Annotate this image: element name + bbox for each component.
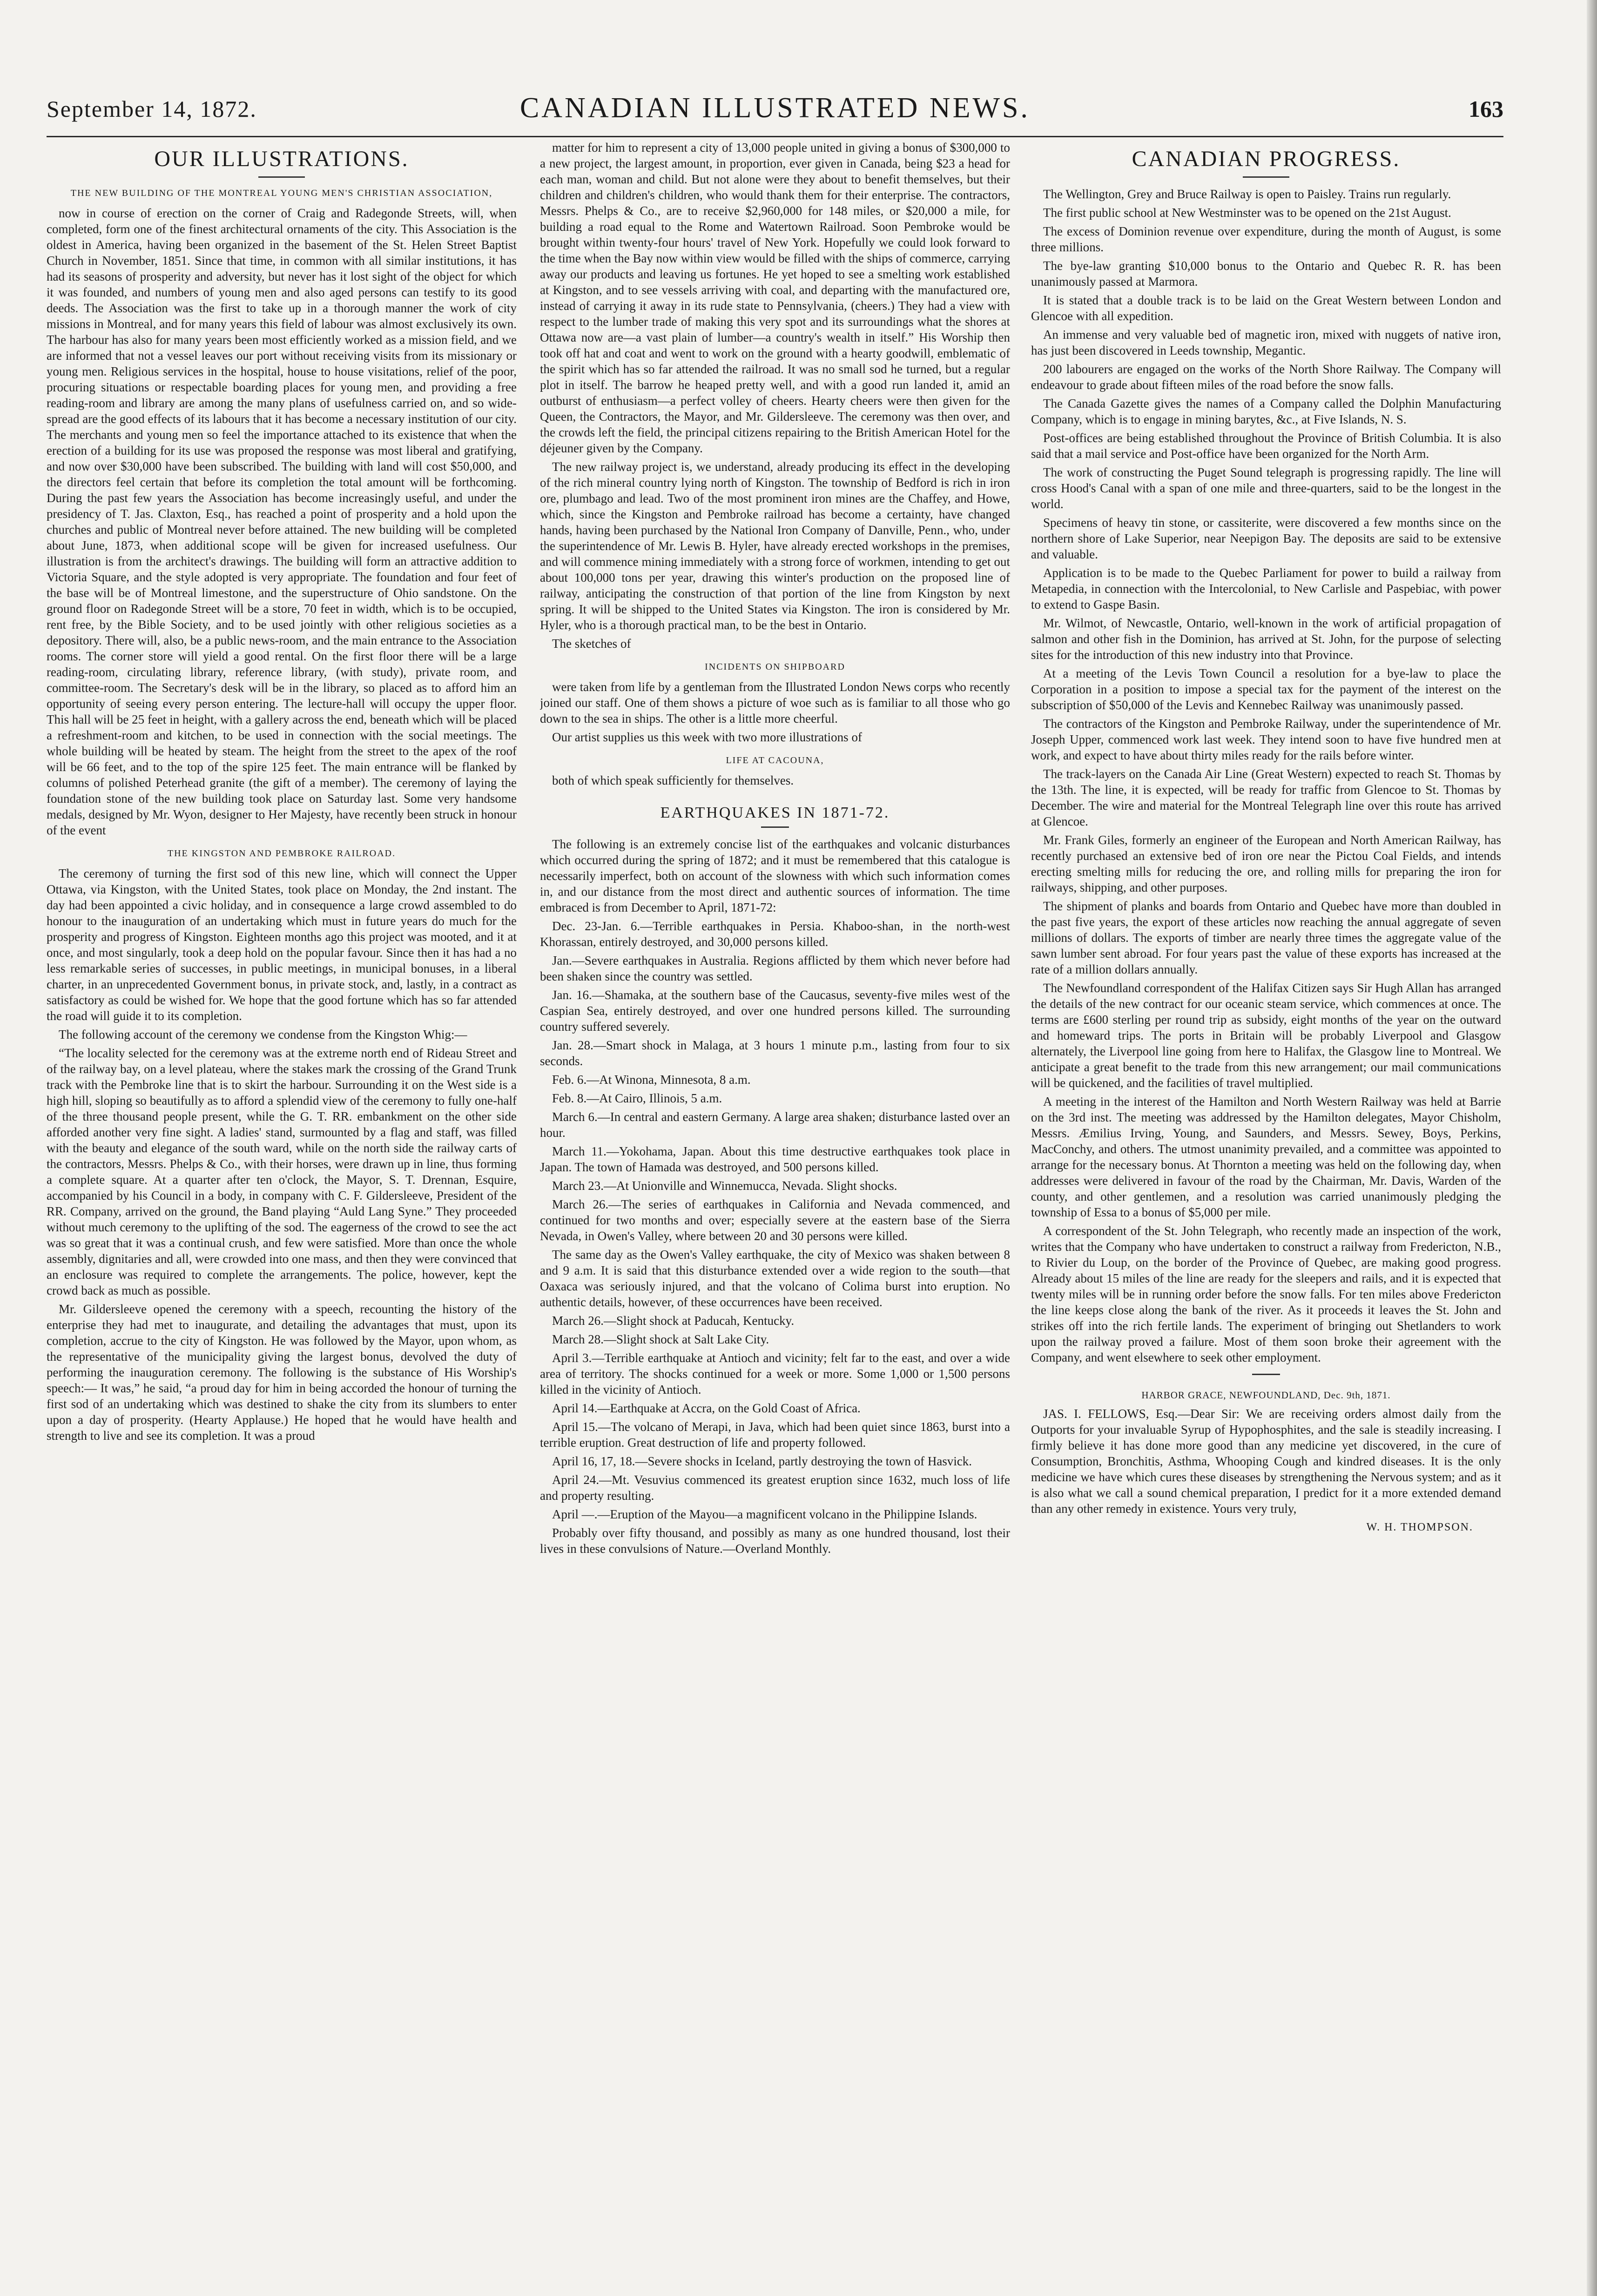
paragraph: The following is an extremely concise list of the earthquakes and volcanic disturbances which occurred during the spring of 1872; and it must be remembered that this catalogue is necessarily imperfect, both on account of the slowness with which such information comes in, and our distance from the most direct and authentic sources of information. The time embraced is from December to April, 1871-72: (540, 837, 1010, 914)
paragraph: A meeting in the interest of the Hamilton and North Western Railway was held at Barrie on the 3rd inst. The meeting was addressed by the Hamilton delegates, Mayor Chisholm, Messrs. Æmilius Irving, Young, and Saunders, and Messrs. Sewey, Boys, Perkins, MacConchy, and others. The utmost unanimity prevailed, and a committee was appointed to arrange for the necessary bonus. At Thornton a meeting was held on the following day, when addresses were delivered in favour of the road by the Chairman, Mr. Davis, Warden of the county, and other gentlemen, and a resolution was carried unanimously pledging the township of Essa to a bonus of $5,000 per mile. (1031, 1094, 1501, 1219)
paragraph: Mr. Wilmot, of Newcastle, Ontario, well-known in the work of artificial propagation of salmon and other fish in the Dominion, has arrived at St. John, for the purpose of selecting sites for the introduction of this new industry into that Province. (1031, 616, 1501, 662)
paragraph: April 24.—Mt. Vesuvius commenced its greatest eruption since 1632, much loss of life and property resulting. (540, 1473, 1010, 1503)
ymca-article (47, 205, 517, 838)
page-number: 163 (1469, 96, 1503, 122)
paragraph: The bye-law granting $10,000 bonus to the Ontario and Quebec R. R. has been unanimously passed at Marmora. (1031, 259, 1501, 289)
letter-dateline: HARBOR GRACE, NEWFOUNDLAND, Dec. 9th, 1871. (1141, 1390, 1391, 1401)
header-rule (47, 136, 1503, 137)
paragraph: April 15.—The volcano of Merapi, in Java, which had been quiet since 1863, burst into a terrible eruption. Great destruction of life and property followed. (540, 1420, 1010, 1450)
page-header (47, 92, 1503, 133)
railroad-subheading: THE KINGSTON AND PEMBROKE RAILROAD. (167, 848, 396, 859)
paragraph: Specimens of heavy tin stone, or cassiterite, were discovered a few months since on the northern shore of Lake Superior, near Neepigon Bay. The deposits are said to be extensive and valuable. (1031, 516, 1501, 561)
paragraph: Jan.—Severe earthquakes in Australia. Regions afflicted by them which never before had been shaken since the country was settled. (540, 953, 1010, 983)
paragraph: March 28.—Slight shock at Salt Lake City. (552, 1332, 769, 1346)
paragraph: The Wellington, Grey and Bruce Railway is open to Paisley. Trains run regularly. (1043, 187, 1451, 201)
paragraph: Mr. Frank Giles, formerly an engineer of the European and North American Railway, has recently purchased an extensive bed of iron ore near the Pictou Coal Fields, and intends erecting smelting mills for reducing the ore, and rolling mills for preparing the iron for railways, shipping, and other purposes. (1031, 833, 1501, 894)
paragraph: The work of constructing the Puget Sound telegraph is progressing rapidly. The line will cross Hood's Canal with a span of one mile and three-quarters, said to be the longest in the world. (1031, 465, 1501, 511)
masthead-title: CANADIAN ILLUSTRATED NEWS. (519, 92, 1031, 124)
paragraph: Dec. 23-Jan. 6.—Terrible earthquakes in Persia. Khaboo-shan, in the north-west Khorassan, entirely destroyed, and 30,000 persons killed. (540, 919, 1010, 949)
paragraph: The shipment of planks and boards from Ontario and Quebec have more than doubled in the past five years, the export of these articles now reaching the annual aggregate of seven millions of dollars. The exports of timber are nearly three times the aggregate value of the sawn lumber sent abroad. For four years past the value of these exports has increased at the rate of a million dollars annually. (1031, 899, 1501, 976)
letter-body: JAS. I. FELLOWS, Esq.—Dear Sir: We are receiving orders almost daily from the Outports for your invaluable Syrup of Hypophosphites, and the sale is steadily increasing. I firmly believe it has done more good than any medicine yet discovered, in the cure of Consumption, Bronchitis, Asthma, Whooping Cough and kindred diseases. It is the only medicine we have which cures these diseases by strengthening the Nervous system; and as it is also what we call a sound chemical preparation, I predict for it a more extended demand than any other remedy in existence. Yours very truly, (1031, 1407, 1501, 1516)
paragraph: It is stated that a double track is to be laid on the Great Western between London and Glencoe with all expedition. (1031, 293, 1501, 323)
paragraph: The new railway project is, we understand, already producing its effect in the developing of the rich mineral country lying north of Kingston. The township of Bedford is rich in iron ore, plumbago and lead. Two of the most prominent iron mines are the Chaffey, and Howe, which, since the Kingston and Pembroke railroad has become a certainty, have changed hands, having been purchased by the National Iron Company of Danville, Penn., who, under the superintendence of Mr. Lewis B. Hyler, have already erected workshops in the premises, and will commence mining immediately with a strong force of workmen, intending to get out about 100,000 tons per year, drawing this winter's production on the proposed line of railway, anticipating the construction of that portion of the line from Kingston by next spring. It will be shipped to the United States via Kingston. The iron is considered by Mr. Hyler, who is a thorough practical man, to be the best in Ontario. (540, 460, 1010, 632)
paragraph: were taken from life by a gentleman from the Illustrated London News corps who recently joined our staff. One of them shows a picture of woe such as is familiar to all those who go down to the sea in ships. The other is a little more cheerful. (540, 680, 1010, 725)
issue-date: September 14, 1872. (47, 96, 257, 122)
heading-rule (1243, 176, 1289, 178)
paragraph: March 6.—In central and eastern Germany. A large area shaken; disturbance lasted over an hour. (540, 1110, 1010, 1140)
cacouna-subheading: LIFE AT CACOUNA, (726, 755, 824, 765)
paragraph: Post-offices are being established throughout the Province of British Columbia. It is also said that a mail service and Post-office have been organized for the North Arm. (1031, 431, 1501, 461)
paragraph: April 14.—Earthquake at Accra, on the Gold Coast of Africa. (552, 1401, 861, 1415)
paragraph: April 16, 17, 18.—Severe shocks in Iceland, partly destroying the town of Hasvick. (552, 1454, 972, 1468)
paragraph: Mr. Gildersleeve opened the ceremony with a speech, recounting the history of the enterprise they had met to inaugurate, and detailing the advantages that must, upon its completion, accrue to the city of Kingston. He was followed by the Mayor, upon whom, as the representative of the municipality giving the largest bonus, devolved the duty of performing the inauguration ceremony. The following is the substance of His Worship's speech:— It was,” he said, “a proud day for him in being accorded the honour of turning the first sod of an undertaking which was destined to shake the city from its slumbers to enter upon a day of prosperity. (Hearty Applause.) He hoped that he would have health and strength to live and see its completion. It was a proud (47, 1302, 517, 1443)
column-3 (1031, 140, 1501, 2262)
paragraph: The Newfoundland correspondent of the Halifax Citizen says Sir Hugh Allan has arranged the details of the new contract for our oceanic steam service, which commences at once. The terms are £600 sterling per round trip as subsidy, eight months of the year on the outward and homeward trips. The ports in Britain will be probably Liverpool and Glasgow alternately, the Liverpool line going from here to Halifax, the Glasgow line to Montreal. We anticipate a great benefit to the trade from this new arrangement; our mail communications will be quickened, and the facilities of travel multiplied. (1031, 981, 1501, 1090)
paragraph: The same day as the Owen's Valley earthquake, the city of Mexico was shaken between 8 and 9 a.m. It is said that this disturbance extended over a wide region to the south—that Oaxaca was seriously injured, and that the volcano of Colima burst into eruption. No authentic details, however, of these occurrences have been received. (540, 1248, 1010, 1309)
paragraph: March 26.—Slight shock at Paducah, Kentucky. (552, 1314, 795, 1328)
paragraph: Feb. 6.—At Winona, Minnesota, 8 a.m. (552, 1073, 751, 1087)
divider-rule (1252, 1374, 1280, 1375)
paragraph: The first public school at New Westminster was to be opened on the 21st August. (1043, 206, 1451, 220)
paragraph: The sketches of (552, 637, 631, 651)
paragraph: March 23.—At Unionville and Winnemucca, Nevada. Slight shocks. (552, 1179, 897, 1193)
our-illustrations-heading: OUR ILLUSTRATIONS. (154, 147, 409, 171)
paragraph: March 26.—The series of earthquakes in California and Nevada commenced, and continued for two months and over; especially severe at the eastern base of the Sierra Nevada, in Owen's Valley, where between 20 and 30 persons were killed. (540, 1197, 1010, 1243)
paragraph: Feb. 8.—At Cairo, Illinois, 5 a.m. (552, 1091, 722, 1105)
paragraph: Jan. 28.—Smart shock in Malaga, at 3 hours 1 minute p.m., lasting from four to six seconds. (540, 1038, 1010, 1068)
ymca-subheading: THE NEW BUILDING OF THE MONTREAL YOUNG MEN'S CHRISTIAN ASSOCIATION, (70, 188, 493, 198)
paragraph: 200 labourers are engaged on the works of the North Shore Railway. The Company will endeavour to grade about fifteen miles of the road before the snow falls. (1031, 362, 1501, 392)
earthquakes-heading: EARTHQUAKES IN 1871-72. (660, 804, 890, 821)
letter-signature: W. H. THOMPSON. (1366, 1521, 1473, 1533)
paragraph: both of which speak sufficiently for themselves. (552, 773, 794, 787)
paragraph: Jan. 16.—Shamaka, at the southern base of the Caucasus, seventy-five miles west of the Caspian Sea, entirely destroyed, and over one hundred persons killed. The surrounding country suffered severely. (540, 988, 1010, 1034)
paragraph: The following account of the ceremony we condense from the Kingston Whig:— (59, 1027, 467, 1041)
scan-edge-shadow (1587, 0, 1597, 2296)
paragraph: now in course of erection on the corner of Craig and Radegonde Streets, will, when completed, form one of the finest architectural ornaments of the city. This Association is the oldest in America, having been organized in the basement of the St. Helen Street Baptist Church in November, 1851. Since that time, in common with all similar institutions, it has had its seasons of prosperity and adversity, but never has it lost sight of the object for which it was founded, and numbers of young men and also aged persons can testify to its good deeds. The Association was the first to take up in a thorough manner the work of city missions in Montreal, and for many years this field of labour was almost exclusively its own. The harbour has also for many years been most efficiently worked as a mission field, and we are informed that not a vessel leaves our port without receiving visits from its missionary or young men. Religious services in the hospital, house to house visitations, relief of the poor, procuring situations or respectable boarding places for young men, and providing a free reading-room and library are among the many plans of usefulness carried on, and so wide-spread are the good effects of its labours that it has become a necessary institution of our city. The merchants and young men so feel the importance attached to its existence that when the erection of a building for its use was proposed the response was most liberal and gratifying, and now over $30,000 have been subscribed. The building with land will cost $50,000, and the directors feel certain that before its completion the total amount will be forthcoming. During the past few years the Association has become increasingly useful, and under the presidency of T. Jas. Claxton, Esq., has reached a point of prosperity and a hold upon the churches and public of Montreal never before attained. The new building will be completed about June, 1873, when additional scope will be given for increased usefulness. Our illustration is from the architect's drawings. The building will form an attractive addition to Victoria Square, and the style adopted is very appropriate. The foundation and four feet of the base will be of Montreal limestone, and the superstructure of Ohio sandstone. On the ground floor on Radegonde Street will be a store, 70 feet in width, which is to be occupied, rent free, by the Bible Society, and to be used jointly with other religious societies as a depository. There will, also, be a public news-room, and the main entrance to the Association rooms. The corner store will yield a good rental. On the first floor there will be a large reading-room, circulating library, reference library, (with study), private room, and committee-room. The Secretary's desk will be in the library, so placed as to afford him an opportunity of seeing every person entering. The lecture-hall will occupy the upper floor. This hall will be 25 feet in height, with a gallery across the end, beneath which will be placed a refreshment-room and kitchen, to be used in connection with the social meetings. The whole building will be heated by steam. The height from the street to the apex of the roof will be 66 feet, and to the top of the spire 125 feet. The main entrance will be flanked by columns of polished Peterhead granite (the gift of a member). The ceremony of laying the foundation stone of the new building took place on Saturday last. Some very handsome medals, designed by Mr. Wyon, designer to Her Majesty, have recently been struck in honour of the event (47, 206, 517, 837)
paragraph: Application is to be made to the Quebec Parliament for power to build a railway from Metapedia, in connection with the Intercolonial, to New Carlisle and Paspebiac, with power to extend to Gaspe Basin. (1031, 566, 1501, 611)
paragraph: The ceremony of turning the first sod of this new line, which will connect the Upper Ottawa, via Kingston, with the United States, took place on Monday, the 2nd instant. The day had been appointed a civic holiday, and in consequence a large crowd assembled to do honour to the inauguration of an undertaking which must in future years do much for the prosperity and progress of Kingston. Eighteen months ago this project was mooted, and it at once, and most singularly, took a deep hold on the popular favour. Since then it has had a no less remarkable series of successes, in public meetings, in municipal bonuses, in a liberal charter, in an unprecedented Government bonus, in private stock, and, lastly, in a contract as satisfactory as could be wished for. We hope that the good fortune which has so far attended the road will guide it to its completion. (47, 866, 517, 1023)
column-1 (47, 140, 517, 2262)
heading-rule (258, 176, 305, 178)
paragraph: matter for him to represent a city of 13,000 people united in giving a bonus of $300,000 to a new project, the largest amount, in proportion, ever given in Canada, being $23 a head for each man, woman and child. But not alone were they about to benefit themselves, but their children and children's children, who would thank them for their enterprise. The contractors, Messrs. Phelps & Co., are to receive $2,960,000 for 148 miles, or $20,000 a mile, for building a road equal to the Rome and Watertown Railroad. Soon Pembroke would be brought within twenty-four hours' travel of New York. Hopefully we could look forward to the time when the Bay now within view would be filled with the ships of commerce, carrying away our products and leaving us fortunes. He yet hoped to see a smelting work established at Kingston, and to see vessels arriving with coal, and departing with the manufactured ore, instead of carrying it away in its rude state to Pennsylvania, (cheers.) They had a view with respect to the lumber trade of making this very spot and its surroundings what the shores at Ottawa now are—a vast plain of lumber—a country's wealth in itself.” His Worship then took off hat and coat and went to work on the ground with a hearty goodwill, emblematic of the spirit which has so far attended the railroad. It was no small sod he turned, but a regular plot in itself. The barrow he heaped pretty well, and with a good run landed it, amid an outburst of enthusiasm—a perfect volley of cheers. Hearty cheers were then given for the Queen, the Contractors, the Mayor, and Mr. Gildersleeve. The ceremony was then over, and the crowds left the field, the principal citizens repairing to the British American Hotel for the déjeuner given by the Company. (540, 141, 1010, 455)
paragraph: An immense and very valuable bed of magnetic iron, mixed with nuggets of native iron, has just been discovered in Leeds township, Megantic. (1031, 328, 1501, 357)
column-2 (540, 140, 1010, 2262)
paragraph: The excess of Dominion revenue over expenditure, during the month of August, is some three millions. (1031, 224, 1501, 254)
canadian-progress-heading: CANADIAN PROGRESS. (1132, 147, 1401, 171)
paragraph: A correspondent of the St. John Telegraph, who recently made an inspection of the work, writes that the Company who have undertaken to construct a railway from Fredericton, N.B., to Rivier du Loup, on the border of the Province of Quebec, are making good progress. Already about 15 miles of the line are ready for the sleepers and rails, and it is expected that twenty miles will be in running order before the snow falls. For ten miles above Fredericton the line keeps close along the bank of the river. As it proceeds it leaves the St. John and strikes off into the rich fertile lands. The experiment of bringing out Shetlanders to work upon the railway proved a failure. Most of them soon broke their agreement with the Company, and went elsewhere to seek other employment. (1031, 1224, 1501, 1364)
paragraph: March 11.—Yokohama, Japan. About this time destructive earthquakes took place in Japan. The town of Hamada was destroyed, and 500 persons killed. (540, 1144, 1010, 1174)
incidents-subheading: INCIDENTS ON SHIPBOARD (705, 662, 845, 672)
paragraph: The track-layers on the Canada Air Line (Great Western) expected to reach St. Thomas by the 13th. The line, it is expected, will be ready for traffic from Glencoe to St. Thomas by December. The wire and material for the Montreal Telegraph line over this route has arrived at Glencoe. (1031, 767, 1501, 828)
paragraph: April 3.—Terrible earthquake at Antioch and vicinity; felt far to the east, and over a wide area of territory. The shocks continued for a week or more. Some 1,000 or 1,500 persons killed in the vicinity of Antioch. (540, 1351, 1010, 1396)
railroad-article (47, 866, 517, 1443)
paragraph: The contractors of the Kingston and Pembroke Railway, under the superintendence of Mr. Joseph Upper, commenced work last week. They intend soon to have five hundred men at work, and expect to have about thirty miles ready for the rails before winter. (1031, 717, 1501, 762)
earthquakes-article (540, 836, 1010, 1557)
paragraph: At a meeting of the Levis Town Council a resolution for a bye-law to place the Corporation in a position to impose a special tax for the payment of the interest on the subscription of $50,000 of the Levis and Kennebec Railway was unanimously passed. (1031, 666, 1501, 712)
canadian-progress-article (1031, 186, 1501, 1365)
paragraph: The Canada Gazette gives the names of a Company called the Dolphin Manufacturing Company, which is to engage in mining barytes, &c., at Five Islands, N. S. (1031, 396, 1501, 426)
railroad-article-continued (540, 140, 1010, 651)
testimonial-letter (1031, 1387, 1501, 1535)
paragraph: April —.—Eruption of the Mayou—a magnificent volcano in the Philippine Islands. (552, 1507, 977, 1521)
paragraph: Probably over fifty thousand, and possibly as many as one hundred thousand, lost their lives in these convulsions of Nature.—Overland Monthly. (540, 1526, 1010, 1556)
heading-rule (761, 826, 789, 828)
paragraph: “The locality selected for the ceremony was at the extreme north end of Rideau Street and of the railway bay, on a level plateau, where the stakes mark the crossing of the Grand Trunk track with the Pembroke line that is to skirt the harbour. Surrounding it on the West side is a high hill, sloping so beautifully as to afford a splendid view of the ceremony to fully one-half of the three thousand people present, while the G. T. RR. embankment on the other side afforded another very fine sight. A ladies' stand, surmounted by a flag and staff, was filled with the beauty and elegance of the south ward, while on the north side the railway carts of the contractors, Messrs. Phelps & Co., with their horses, were drawn up in line, thus forming a complete square. At a quarter after ten o'clock, the Mayor, S. T. Drennan, Esquire, accompanied by his Council in a body, in company with C. F. Gildersleeve, President of the RR. Company, arrived on the ground, the Band playing “Auld Lang Syne.” They proceeded without much ceremony to the uplifting of the sod. The eagerness of the crowd to see the act was so great that it was a continual crush, and few were satisfied. More than once the whole assembly, dignitaries and all, were crowded into one mass, and then they were convinced that an enclosure was required to complete the arrangements. The police, however, kept the crowd back as much as possible. (47, 1046, 517, 1297)
paragraph: Our artist supplies us this week with two more illustrations of (552, 730, 862, 744)
